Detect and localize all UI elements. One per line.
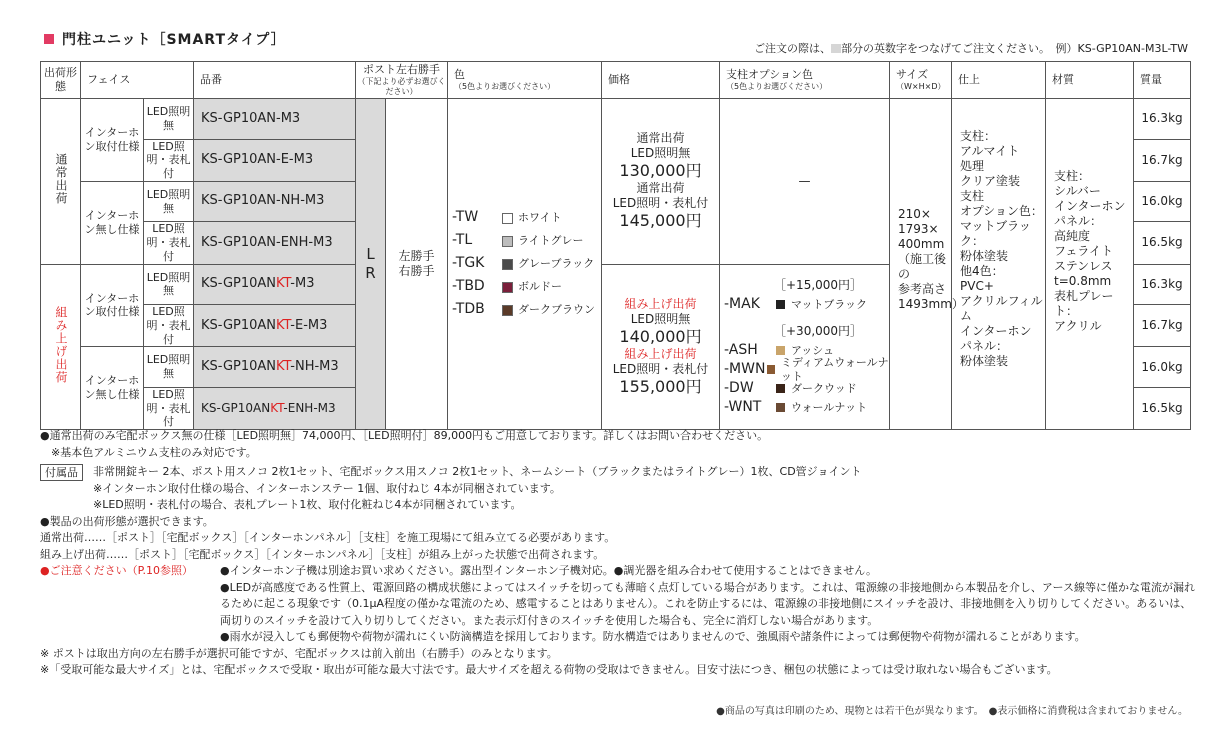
face-led-plate: LED照明・表札付	[144, 387, 194, 429]
face-led-none: LED照明無	[144, 347, 194, 388]
option-color	[720, 398, 889, 417]
footer-note: ●商品の写真は印刷のため、現物とは若干色が異なります。 ●表示価格に消費税は含まれておりません。	[716, 706, 1188, 717]
color-swatch-icon	[502, 282, 513, 293]
part-number: KS-GP10AN-NH-M3	[194, 181, 356, 222]
color-name: ライトグレー	[518, 234, 584, 248]
post-side-label: 左勝手 右勝手	[386, 99, 448, 430]
option-name: ダークウッド	[791, 381, 857, 395]
option-swatch-icon	[776, 300, 785, 309]
accessory-line: ※LED照明・表札付の場合、表札プレート1枚、取付化粧ねじ4本が同梱されています。	[93, 498, 522, 511]
face-interphone-none: インターホン無し仕様	[81, 347, 144, 430]
note-line: ※ ポストは取出方向の左右勝手が選択可能ですが、宅配ボックスは前入前出（右勝手）のみとなります。	[40, 646, 558, 660]
option-colors: ［+15,000円］ -MAK マットブラック ［+30,000円］ -ASH アッシュ -MWN ミディアムウォールナット -DW ダークウッド -WNT ウォールナット	[720, 264, 890, 430]
color-option	[448, 207, 601, 230]
color-option	[448, 299, 601, 322]
option-none: —	[720, 99, 890, 265]
header-face: フェイス	[81, 62, 194, 99]
size-line: 400mm	[898, 237, 945, 251]
header-size: サイズ （W×H×D）	[890, 62, 952, 99]
option-code: -DW	[724, 380, 754, 396]
material-line: インターホン	[1054, 199, 1126, 213]
order-note-pre: ご注文の際は、	[754, 42, 832, 55]
finish-line: インターホン	[960, 324, 1032, 338]
face-interphone-none: インターホン無し仕様	[81, 181, 144, 264]
header-part: 品番	[194, 62, 356, 99]
header-material: 材質	[1046, 62, 1134, 99]
option-name: マットブラック	[791, 297, 868, 311]
finish-line: 粉体塗装	[960, 354, 1009, 368]
face-interphone-mount: インターホン取付仕様	[81, 99, 144, 182]
table-header-row	[41, 62, 1191, 99]
header-color: 色 （5色よりお選びください）	[448, 62, 602, 99]
color-code: -TDB	[452, 301, 485, 318]
header-shipping: 出荷形態	[41, 62, 81, 99]
price-assembled: 組み上げ出荷 LED照明無 140,000円 組み上げ出荷 LED照明・表札付 155,000円	[602, 264, 720, 430]
weight-value: 16.3kg	[1134, 264, 1191, 305]
post-side-code: L R	[356, 99, 386, 430]
face-led-none: LED照明無	[144, 99, 194, 140]
material-line: アクリル	[1054, 319, 1102, 333]
header-option: 支柱オプション色 （5色よりお選びください）	[720, 62, 890, 99]
price-normal: 通常出荷 LED照明無 130,000円 通常出荷 LED照明・表札付 145,000円	[602, 99, 720, 265]
finish-line: クリア塗装	[960, 174, 1021, 188]
caution-line: ●LEDが高感度である性質上、電源回路の構成状態によってはスイッチを切っても薄暗く点灯している場合があります。これは、電源線の非接地側から本製品を介し、アース線等に僅かな電流が漏れるために起こる現象です（0.1μA程度の僅かな電流のため、感電することはありません）。これを防止するには、電源線の非接地側にスイッチを設け、非接地側を入り切りしてください。あるいは、両切りのスイッチを設けて入り切りしてください。また表示灯付きのスイッチを使用した場合も、完全に消灯しない場合があります。	[220, 580, 1195, 627]
option-name: アッシュ	[791, 343, 835, 357]
option-name: ウォールナット	[791, 400, 868, 414]
header-weight: 質量	[1134, 62, 1191, 99]
finish-line: 支柱	[960, 189, 985, 203]
color-code: -TL	[452, 232, 473, 249]
caution-line: ●インターホン子機は別途お買い求めください。露出型インターホン子機対応。●調光器を組み合わせて使用することはできません。	[220, 564, 877, 577]
part-number: KS-GP10ANKT-E-M3	[194, 305, 356, 347]
weight-value: 16.3kg	[1134, 99, 1191, 140]
size-line: 1493mm）	[898, 297, 964, 311]
weight-value: 16.7kg	[1134, 305, 1191, 347]
part-number: KS-GP10AN-M3	[194, 99, 356, 140]
finish-line: 粉体塗装	[960, 249, 1009, 263]
part-number: KS-GP10AN-E-M3	[194, 139, 356, 181]
finish-line: パネル：	[960, 339, 1009, 353]
finish-cell	[952, 99, 1046, 430]
note-line: ※「受取可能な最大サイズ」とは、宅配ボックスで受取・取出が可能な最大寸法です。最大サイズを超える荷物の受取はできません。目安寸法につき、梱包の状態によっては受け取れない場合もございます。	[40, 663, 1058, 676]
gray-box-icon	[831, 44, 841, 53]
color-code: -TGK	[452, 255, 485, 272]
note-line: 組み上げ出荷……［ポスト］［宅配ボックス］［インターホンパネル］［支柱］が組み上がった状態で出荷されます。	[40, 547, 605, 561]
material-line: 支柱：	[1054, 169, 1091, 183]
color-swatch-icon	[502, 305, 513, 316]
header-post-side: ポスト左右勝手 （下記より必ずお選びください）	[356, 62, 448, 99]
face-led-plate: LED照明・表札付	[144, 139, 194, 181]
accessory-line: ※インターホン取付仕様の場合、インターホンステー 1個、取付ねじ 4本が同梱されています。	[93, 481, 561, 495]
order-note	[754, 40, 1188, 56]
color-list	[448, 99, 602, 430]
size-line: 1793×	[898, 222, 939, 236]
finish-line: 支柱：	[960, 129, 997, 143]
order-note-post: 部分の英数字をつなげてご注文ください。 例）KS-GP10AN-M3L-TW	[841, 42, 1188, 55]
page-title	[44, 29, 286, 49]
finish-line: アクリルフィルム	[960, 294, 1043, 323]
material-line: フェライト	[1054, 244, 1114, 258]
part-number: KS-GP10ANKT-M3	[194, 264, 356, 305]
note-line: ●通常出荷のみ宅配ボックス無の仕様［LED照明無］74,000円、［LED照明付］89,000円もご用意しております。詳しくはお問い合わせください。	[40, 429, 769, 442]
option-name: ミディアムウォールナット	[780, 356, 889, 383]
finish-line: 処理	[960, 159, 985, 173]
color-code: -TBD	[452, 278, 485, 295]
color-name: ボルドー	[518, 280, 562, 294]
face-led-none: LED照明無	[144, 264, 194, 305]
option-code: -WNT	[724, 399, 762, 415]
size-cell	[890, 99, 964, 430]
shipping-assembled: 組み上げ出荷	[41, 264, 81, 430]
caution-line: ●雨水が浸入しても郵便物や荷物が濡れにくい防滴構造を採用しております。防水構造ではありませんので、強風雨や諸条件によっては郵便物や荷物が濡れることがあります。	[220, 630, 1086, 643]
size-line: 210×	[898, 207, 931, 221]
weight-value: 16.7kg	[1134, 139, 1191, 181]
option-code: -ASH	[724, 342, 758, 358]
accessory-line: 非常開錠キー 2本、ポスト用スノコ 2枚1セット、宅配ボックス用スノコ 2枚1セット、ネームシート（ブラックまたはライトグレー）1枚、CD管ジョイント	[93, 465, 862, 478]
color-option	[448, 276, 601, 299]
finish-line: オプション色：	[960, 204, 1043, 218]
color-option	[448, 230, 601, 253]
note-line: ※基本色アルミニウム支柱のみ対応です。	[40, 445, 257, 459]
option-code: -MAK	[724, 296, 760, 312]
option-code: -MWN	[724, 361, 766, 377]
part-number: KS-GP10AN-ENH-M3	[194, 222, 356, 264]
face-interphone-mount: インターホン取付仕様	[81, 264, 144, 347]
finish-line: PVC+	[960, 279, 994, 293]
weight-value: 16.0kg	[1134, 181, 1191, 222]
caution-label: ●ご注意ください（P.10参照）	[40, 564, 194, 577]
table-row	[41, 99, 1191, 140]
color-swatch-icon	[502, 236, 513, 247]
material-line: 表札プレート：	[1054, 289, 1114, 318]
color-swatch-icon	[502, 259, 513, 270]
material-line: t=0.8mm	[1054, 274, 1112, 288]
note-line: 通常出荷……［ポスト］［宅配ボックス］［インターホンパネル］［支柱］を施工現場にて組み立てる必要があります。	[40, 531, 616, 544]
option-swatch-icon	[776, 384, 785, 393]
face-led-none: LED照明無	[144, 181, 194, 222]
weight-value: 16.5kg	[1134, 387, 1191, 429]
part-number: KS-GP10ANKT-ENH-M3	[194, 387, 356, 429]
material-line: シルバー	[1054, 184, 1101, 198]
caution-block	[40, 563, 1195, 646]
header-finish: 仕上	[952, 62, 1046, 99]
finish-line: マットブラック：	[960, 219, 1031, 248]
part-number: KS-GP10ANKT-NH-M3	[194, 347, 356, 388]
weight-value: 16.0kg	[1134, 347, 1191, 388]
accessories-label: 付属品	[40, 464, 83, 481]
option-swatch-icon	[776, 346, 785, 355]
title-square-icon	[44, 34, 54, 44]
color-code: -TW	[452, 209, 479, 226]
title-text: 門柱ユニット［SMARTタイプ］	[62, 32, 286, 48]
material-cell	[1046, 99, 1134, 430]
option-color	[720, 295, 889, 314]
shipping-normal: 通常出荷	[41, 99, 81, 265]
weight-value: 16.5kg	[1134, 222, 1191, 264]
option-color	[720, 356, 889, 383]
color-name: グレーブラック	[518, 257, 595, 271]
color-name: ダークブラウン	[518, 303, 595, 317]
material-line: パネル：	[1054, 214, 1103, 228]
spec-table	[40, 61, 1191, 430]
finish-line: アルマイト	[960, 144, 1020, 158]
note-line: ●製品の出荷形態が選択できます。	[40, 514, 214, 528]
accessories	[40, 464, 1195, 514]
finish-line: 他4色：	[960, 264, 1004, 278]
size-line: 参考高さ	[898, 282, 947, 296]
color-name: ホワイト	[518, 211, 562, 225]
color-swatch-icon	[502, 213, 513, 224]
size-line: （施工後の	[898, 252, 947, 281]
option-swatch-icon	[776, 403, 785, 412]
face-led-plate: LED照明・表札付	[144, 222, 194, 264]
header-price: 価格	[602, 62, 720, 99]
material-line: 高純度	[1054, 229, 1091, 243]
option-swatch-icon	[767, 365, 775, 374]
notes-section	[40, 428, 1195, 679]
color-option	[448, 253, 601, 276]
face-led-plate: LED照明・表札付	[144, 305, 194, 347]
material-line: ステンレス	[1054, 259, 1113, 273]
